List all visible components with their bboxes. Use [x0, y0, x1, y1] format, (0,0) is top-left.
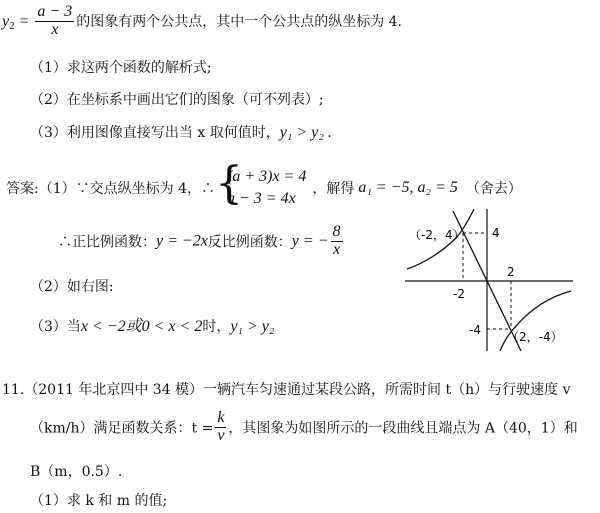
problem-11-line-2	[30, 410, 578, 445]
answer-3-result: y₁ > y₂	[230, 318, 275, 335]
tick-label-xneg2: -2	[453, 287, 465, 301]
discard-note: （舍去）	[465, 181, 522, 197]
because-text: ∵交点纵坐标为 4，∴	[75, 181, 215, 197]
solution-values: a₁ = −5, a₂ = 5	[358, 179, 458, 196]
linear-label: ∴正比例函数：	[58, 234, 156, 251]
problem-11-curve-text: ，其图象为如图所示的一段曲线且端点为 A（40，1）和	[228, 420, 578, 437]
inverse-lhs: y = −	[291, 232, 329, 250]
question-3-math: y₁ > y₂ .	[279, 124, 332, 141]
system-eq-1: (a + 3)x = 4	[226, 168, 307, 185]
point-label-neg2-4: （-2，4）	[409, 228, 465, 242]
solve-text: ，解得	[312, 181, 355, 197]
question-3	[30, 122, 332, 142]
question-1: （1）求这两个函数的解析式;	[30, 60, 212, 76]
answer-part-3	[30, 313, 274, 336]
fraction-a-minus-3-over-x: $\frac{a - 3}{x}$	[37, 3, 73, 38]
functions-line	[58, 224, 345, 259]
answer-part-2: （2）如右图:	[30, 279, 114, 295]
tick-label-y4: 4	[492, 226, 500, 240]
function-graph	[395, 203, 580, 353]
system-eq-2: a − 3 = 4x	[226, 190, 296, 207]
problem-11-line-4: （1）求 k 和 m 的值;	[30, 493, 168, 509]
question-3-text: （3）利用图像直接写出当 x 取何值时，	[30, 125, 280, 141]
problem-11-line-1: 11.（2011 年北京四中 34 模）一辆汽车匀速通过某段公路，所需时间 t（h）与行驶速度 v	[2, 382, 571, 398]
linear-function: y = −2x	[156, 232, 208, 250]
tick-label-yneg4: -4	[469, 323, 481, 337]
equation-system: { (a + 3)x = 4 a − 3 = 4x	[214, 158, 307, 209]
fraction-k-over-v: $\frac{k}{v}$	[217, 409, 225, 444]
point-label-2-neg4: （2，-4）	[507, 330, 563, 344]
tick-label-x2: 2	[507, 265, 515, 279]
question-2: （2）在坐标系中画出它们的图象（可不列表）;	[30, 92, 324, 108]
answer-3-when: 时，	[202, 319, 231, 335]
answer-label: 答案:（1）	[6, 181, 76, 197]
intro-text: 的图象有两个公共点，其中一个公共点的纵坐标为 4.	[76, 13, 403, 30]
intro-line	[2, 4, 402, 39]
problem-11-relation-text: （km/h）满足函数关系：t =	[30, 420, 214, 437]
problem-11-line-3: B（m，0.5）.	[30, 464, 123, 480]
answer-3-range: x < −2或0 < x < 2	[80, 318, 203, 335]
inverse-label: 反比例函数：	[207, 234, 292, 251]
fraction-8-over-x: $\frac{8}{x}$	[332, 223, 341, 258]
y2-symbol: $y_2$	[2, 12, 15, 32]
answer-3-prefix: （3）当	[30, 319, 81, 335]
equals: =	[14, 12, 34, 30]
